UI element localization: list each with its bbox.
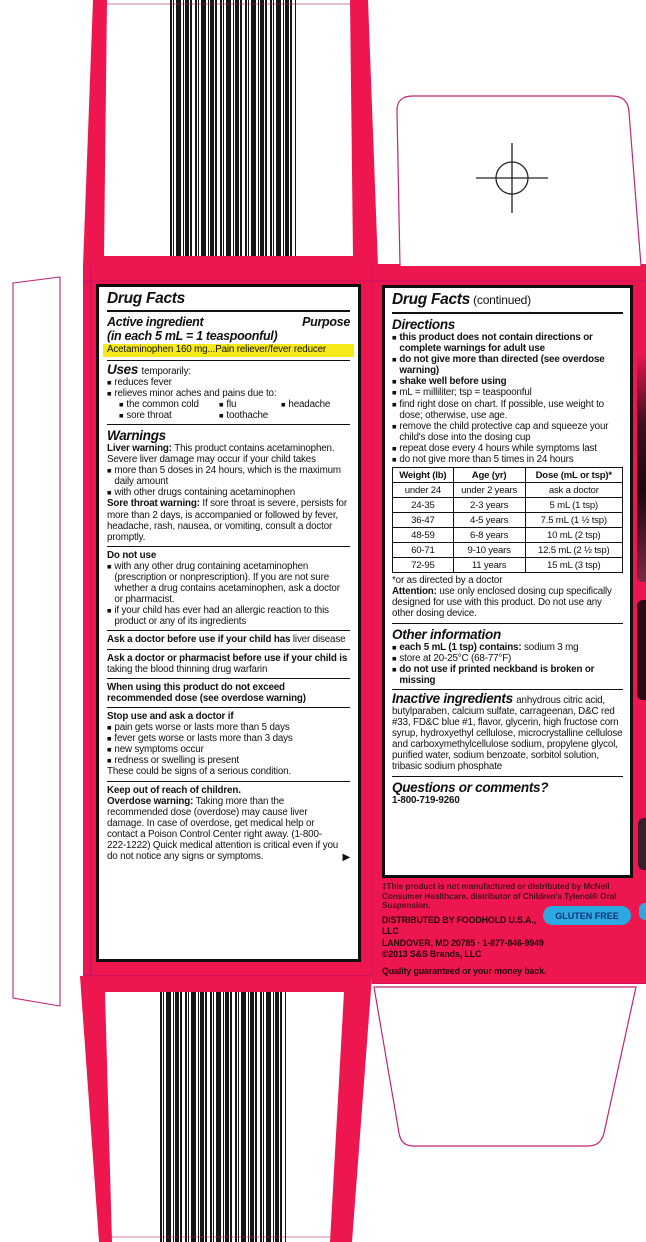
bullet-square-icon: ■ [107,756,112,766]
bullet-text: toothache [226,409,269,421]
active-ingredient-header [107,315,350,343]
paragraph [392,586,623,619]
table-cell: ask a doctor [525,483,622,498]
bullet-text [399,387,623,398]
text-run: sodium 3 mg [521,641,579,653]
text-run: *or as directed by a doctor [392,575,503,587]
bullet-text [399,421,623,443]
text-run: reduces fever [114,376,172,388]
bullet-item [107,744,350,755]
paragraph [392,575,623,586]
bullet-item [107,487,350,498]
table-cell: 9-10 years [453,543,525,558]
bullet-text [399,443,623,454]
table-row [393,498,623,513]
text-run: do not use if printed neckband is broken or missing [399,663,595,686]
text-run: pain gets worse or lasts more than 5 days [114,722,290,734]
bullet-square-icon: ■ [107,561,112,571]
bullet-square-icon: ■ [392,653,397,663]
title-rule [392,312,623,314]
table-cell: 15 mL (3 tsp) [525,558,622,573]
bullet-item [219,410,281,421]
text-run: Liver warning: [107,442,172,454]
bullet-text [399,642,623,653]
bullet-item [219,399,281,410]
distributor-line: ©2013 S&S Brands, LLC [382,949,482,960]
bullet-square-icon: ■ [107,734,112,744]
edge-artwork-fragment [637,600,646,700]
table-row [393,513,623,528]
purpose-label: Purpose [302,315,350,329]
text-run: If sore throat is severe, persists for more than 2 days, is accompanied or followed by fever, headache, rash, nausea, or vomiting, consult a doctor promptly. [107,498,347,543]
bullet-square-icon: ■ [119,410,124,420]
text-run: temporarily: [141,365,191,377]
bullet-text [399,653,623,664]
bullet-item [107,388,350,399]
bullet-text [114,744,350,755]
panel-title-main: Drug Facts [392,291,470,308]
table-cell: 12.5 mL (2 ½ tsp) [525,543,622,558]
paragraph [107,443,350,465]
section-heading-inline [107,361,350,377]
bullet-text: the common cold [126,398,199,410]
paragraph [107,653,350,675]
column-header: Age (yr) [453,468,525,483]
text-run: each 5 mL (1 tsp) contains: [399,641,522,653]
edge-artwork-fragment [639,903,646,920]
bullet-square-icon: ■ [392,377,397,387]
bullet-text [114,722,350,733]
bullet-text: headache [288,398,331,410]
text-run: find right dose on chart. If possible, use weight to dose; otherwise, use age. [399,398,604,421]
table-row [393,543,623,558]
bullet-text [399,376,623,387]
section-heading-lead: Uses [107,361,142,377]
distributor-line: LANDOVER, MD 20785 · 1-877-846-9949 [382,937,544,948]
bullet-item [392,421,623,443]
bullet-item [392,387,623,398]
text-run: liver disease [290,634,346,646]
table-cell: 11 years [453,558,525,573]
section-divider [107,424,350,425]
text-run: use only enclosed dosing cup specifically designed for use with this product. Do not use any other dosing device. [392,586,612,620]
table-cell: 36-47 [393,513,454,528]
section-divider [107,360,350,361]
text-run: remove the child protective cap and squeeze your child's dose into the dosing cup [399,420,609,443]
bullet-item [392,354,623,376]
bullet-square-icon: ■ [392,355,397,365]
package-face-background-right [372,976,646,984]
table-cell: 60-71 [393,543,454,558]
table-row [393,528,623,543]
column-header: Dose (mL or tsp)* [525,468,622,483]
bullet-square-icon: ■ [107,606,112,616]
table-cell: 2-3 years [453,498,525,513]
column-header: Weight (lb) [393,468,454,483]
table-cell: 24-35 [393,498,454,513]
table-cell: 7.5 mL (1 ½ tsp) [525,513,622,528]
bullet-text [114,733,350,744]
paragraph [107,682,350,704]
bullet-item [392,653,623,664]
text-run: Stop use and ask a doctor if [107,710,234,722]
active-ingredient-sub: (in each 5 mL = 1 teaspoonful) [107,329,278,343]
text-run: with any other drug containing acetaminophen (prescription or nonprescription). If you are not sure whether a drug contains acetaminophen, ask a doctor or pharmacist. [114,560,340,606]
bullet-item [392,332,623,354]
bullet-text [399,664,623,686]
panel-title-main: Drug Facts [107,290,185,307]
table-row [393,483,623,498]
text-run: shake well before using [399,376,507,388]
bullet-item [392,642,623,653]
bullet-item [107,465,350,487]
bullet-item [107,733,350,744]
bullet-row [107,399,350,410]
text-run: Keep out of reach of children. [107,784,241,796]
bullet-item [107,561,350,605]
paragraph [107,785,350,796]
text-run: anhydrous citric acid, butylparaben, calcium sulfate, carrageenan, D&C red #33, FD&C blue #1, flavor, glycerin, high fructose corn syrup, hydroxyethyl cellulose, microcrystalline cellulose and carboxymethylcellulose sodium, propylene glycol, purified water, sodium benzoate, sorbitol solution, tribasic sodium phosphate [392,694,623,773]
section-divider [107,630,350,631]
paragraph [107,498,350,542]
section-divider [392,623,623,624]
section-divider [107,678,350,679]
gluten-free-badge: GLUTEN FREE [543,906,631,925]
bullet-item [392,664,623,686]
text-run: redness or swelling is present [114,755,239,767]
table-cell: under 2 years [453,483,525,498]
bullet-square-icon: ■ [392,333,397,342]
section-heading: Directions [392,317,456,332]
paragraph [107,796,350,863]
bullet-square-icon: ■ [392,455,397,465]
bullet-square-icon: ■ [219,399,224,409]
bullet-item [107,399,219,410]
text-run: Taking more than the recommended dose (overdose) may cause liver damage. In case of overdose, get medical help or contact a Poison Control Center right away. (1-800-222-1222) Quick medical attention is critical even if you do not notice any signs or symptoms. [107,795,339,863]
text-run: fever gets worse or lasts more than 3 days [114,733,293,745]
bullet-item [392,443,623,454]
text-run: Sore throat warning: [107,498,200,510]
title-rule [107,310,350,312]
text-run: store at 20-25°C (68-77°F) [399,652,512,664]
bullet-square-icon: ■ [107,723,112,733]
registration-mark-icon [476,143,548,213]
table-row [393,558,623,573]
text-run: When using this product do not exceed recommended dose (see overdose warning) [107,681,306,704]
section-heading: Warnings [107,427,166,443]
guarantee-text: Quality guaranteed or your money back. [382,965,547,976]
text-run: These could be signs of a serious condition. [107,766,292,778]
bullet-item [392,399,623,421]
text-run: Do not use [107,549,157,561]
bullet-square-icon: ■ [392,388,397,398]
bullet-square-icon: ■ [107,488,112,498]
paragraph [107,550,350,561]
bullet-square-icon: ■ [107,377,112,387]
section-divider [107,707,350,708]
paragraph [107,711,350,722]
text-run: relieves minor aches and pains due to: [114,387,277,399]
text-run: more than 5 doses in 24 hours, which is the maximum daily amount [114,465,341,488]
bullet-square-icon: ■ [281,399,286,409]
paragraph [107,766,350,777]
table-cell: under 24 [393,483,454,498]
paragraph [107,634,350,645]
bullet-item [107,755,350,766]
bullet-item [107,410,219,421]
table-header-row [393,468,623,483]
bullet-square-icon: ■ [107,388,112,398]
bullet-text [399,354,623,376]
table-cell: 10 mL (2 tsp) [525,528,622,543]
table-cell: 72-95 [393,558,454,573]
text-run: 1-800-719-9260 [392,794,460,806]
distributor-info [382,915,550,961]
bullet-square-icon: ■ [107,745,112,755]
bullet-item [281,399,330,410]
text-run: new symptoms occur [114,744,204,756]
section-heading-inline [392,690,623,773]
bullet-item [392,376,623,387]
active-ingredient-highlight: Acetaminophen 160 mg...Pain reliever/fever reducer [103,344,354,357]
barcode-top [170,0,296,256]
active-ingredient-label: Active ingredient [107,315,204,329]
bottom-right-flap-outline [374,987,636,1146]
section-heading: Other information [392,626,501,642]
bullet-square-icon: ■ [392,443,397,453]
bullet-text [399,399,623,421]
section-divider [107,546,350,547]
edge-artwork-fragment [638,818,646,870]
text-run: this product does not contain directions or complete warnings for adult use [399,332,593,355]
distributor-line: DISTRIBUTED BY FOODHOLD U.S.A., LLC [382,914,537,937]
bullet-row [107,410,350,421]
bullet-text [114,388,350,399]
bullet-text [399,332,623,354]
bullet-item [107,605,350,627]
edge-artwork-fragment [637,352,646,582]
text-run: do not give more than directed (see overdose warning) [399,354,605,377]
text-run: Ask a doctor or pharmacist before use if your child is [107,652,348,664]
mcneil-footnote: ‡This product is not manufactured or distributed by McNeil Consumer Healthcare, distributor of Children's Tylenol® Oral Suspension. [382,881,617,911]
footer-block [382,882,640,976]
section-divider [392,776,623,777]
left-side-flap [13,277,60,1006]
section-divider [107,781,350,782]
bullet-text [114,465,350,487]
bullet-text: sore throat [126,409,172,421]
bullet-item [392,454,623,465]
text-run: Overdose warning: [107,795,194,807]
bullet-square-icon: ■ [392,664,397,674]
table-cell: 4-5 years [453,513,525,528]
paragraph [392,795,623,806]
bullet-square-icon: ■ [392,421,397,431]
table-cell: 5 mL (1 tsp) [525,498,622,513]
bullet-item [107,377,350,388]
bullet-text [114,605,350,627]
panel-title-suffix: (continued) [469,293,531,307]
section-divider [107,649,350,650]
text-run: mL = milliliter; tsp = teaspoonful [399,387,532,399]
bullet-item [107,722,350,733]
drug-facts-panel [96,284,361,962]
bullet-square-icon: ■ [219,410,224,420]
section-heading-lead: Inactive ingredients [392,690,517,706]
section-divider [392,689,623,690]
text-run: taking the blood thinning drug warfarin [107,663,268,675]
text-run: repeat dose every 4 hours while symptoms last [399,442,597,454]
table-cell: 48-59 [393,528,454,543]
bullet-text [114,561,350,605]
continue-arrow-icon: ▶ [342,852,350,864]
barcode-bottom [160,992,286,1242]
text-run: if your child has ever had an allergic reaction to this product or any of its ingredients [114,605,329,628]
bullet-square-icon: ■ [392,399,397,409]
bullet-square-icon: ■ [107,466,112,476]
drug-facts-continued-panel [382,285,633,878]
text-run: do not give more than 5 times in 24 hours [399,454,574,466]
top-right-flap-outline [397,96,641,266]
bullet-square-icon: ■ [392,642,397,652]
text-run: Attention: [392,586,437,598]
bullet-text: flu [226,398,237,410]
table-cell: 6-8 years [453,528,525,543]
bullet-square-icon: ■ [119,399,124,409]
bullet-text [399,454,623,465]
panel-title [392,290,623,310]
dose-table [392,467,623,573]
bullet-text [114,755,350,766]
panel-title [107,289,350,308]
text-run: Ask a doctor before use if your child has [107,634,291,646]
bullet-text [114,487,350,498]
text-run: with other drugs containing acetaminophen [114,487,296,499]
active-ingredient-row [107,315,350,329]
text-run: This product contains acetaminophen. Severe liver damage may occur if your child takes [107,442,335,466]
bullet-text [114,377,350,388]
section-heading: Questions or comments? [392,779,549,795]
